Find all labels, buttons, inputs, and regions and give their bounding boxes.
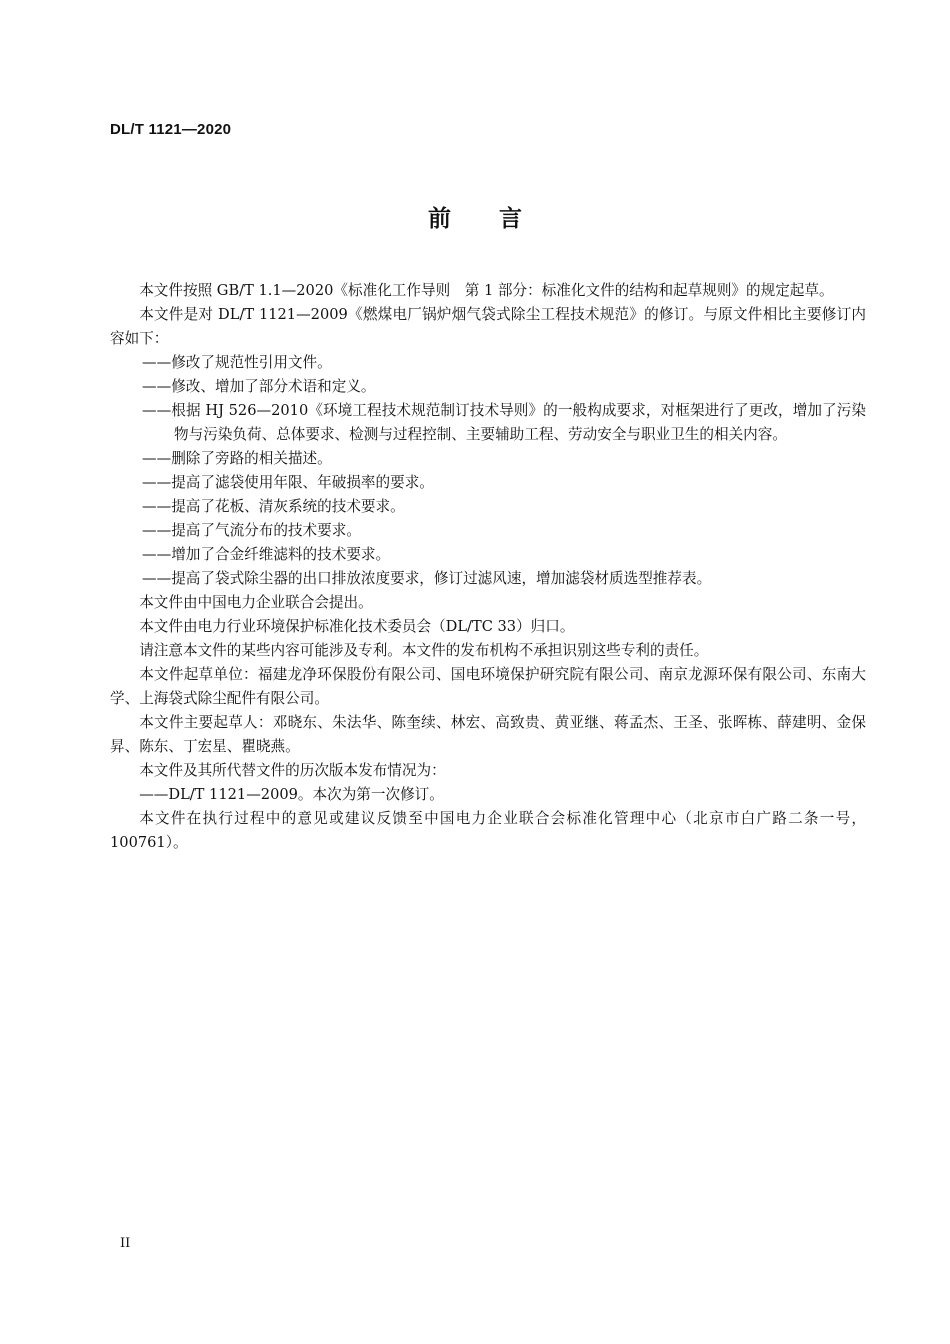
document-code: DL/T 1121—2020: [110, 121, 232, 138]
revision-item: ——提高了花板、清灰系统的技术要求。: [142, 498, 405, 515]
revision-item: ——根据 HJ 526—2010《环境工程技术规范制订技术导则》的一般构成要求，对框架进行了更改，增加了污染物与污染负荷、总体要求、检测与过程控制、主要辅助工程、劳动安全与职业卫生的相关内容。: [142, 402, 866, 443]
paragraph-drafting-units: 本文件起草单位：福建龙净环保股份有限公司、国电环境保护研究院有限公司、南京龙源环保有限公司、东南大学、上海袋式除尘配件有限公司。: [110, 666, 866, 707]
history-item: ——DL/T 1121—2009。本次为第一次修订。: [139, 786, 444, 803]
revision-item: ——增加了合金纤维滤料的技术要求。: [142, 546, 391, 563]
paragraph-drafters: 本文件主要起草人：邓晓东、朱法华、陈奎续、林宏、高致贵、黄亚继、蒋孟杰、王圣、张晖栋、薛建明、金保昇、陈东、丁宏星、瞿晓燕。: [110, 714, 866, 755]
page-title: 前言: [428, 206, 570, 232]
paragraph-patent-notice: 请注意本文件的某些内容可能涉及专利。本文件的发布机构不承担识别这些专利的责任。: [139, 642, 709, 659]
paragraph-revision-intro: 本文件是对 DL/T 1121—2009《燃煤电厂锅炉烟气袋式除尘工程技术规范》的修订。与原文件相比主要修订内容如下：: [110, 306, 866, 347]
paragraph-version-history: 本文件及其所代替文件的历次版本发布情况为：: [139, 762, 446, 779]
revision-item: ——修改、增加了部分术语和定义。: [142, 378, 376, 395]
revision-item: ——提高了气流分布的技术要求。: [142, 522, 361, 539]
paragraph-feedback: 本文件在执行过程中的意见或建议反馈至中国电力企业联合会标准化管理中心（北京市白广路二条一号，100761）。: [110, 810, 866, 851]
paragraph-drafting-rules: 本文件按照 GB/T 1.1—2020《标准化工作导则 第 1 部分：标准化文件的结构和起草规则》的规定起草。: [139, 282, 834, 299]
revision-item: ——提高了袋式除尘器的出口排放浓度要求，修订过滤风速，增加滤袋材质选型推荐表。: [142, 570, 712, 587]
paragraph-committee: 本文件由电力行业环境保护标准化技术委员会（DL/TC 33）归口。: [139, 618, 575, 635]
revision-item: ——提高了滤袋使用年限、年破损率的要求。: [142, 474, 434, 491]
revision-item: ——修改了规范性引用文件。: [142, 354, 332, 371]
page-number: II: [120, 1236, 131, 1251]
paragraph-proposer: 本文件由中国电力企业联合会提出。: [139, 594, 373, 611]
revision-item: ——删除了旁路的相关描述。: [142, 450, 332, 467]
document-body: [110, 279, 866, 855]
